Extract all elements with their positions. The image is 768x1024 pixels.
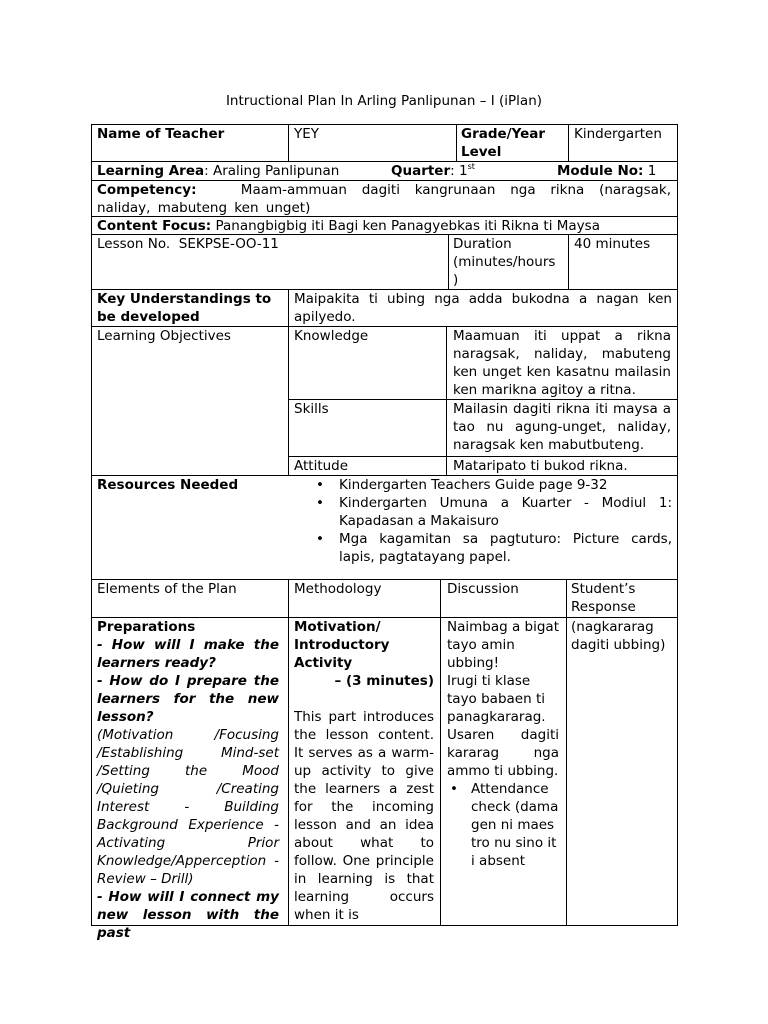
preparations-question-2: - How do I prepare the learners for the new lesson?: [97, 673, 279, 725]
competency: [97, 181, 671, 217]
discussion-prayer-note: Usaren dagiti kararag nga ammo ti ubbing.: [447, 727, 559, 779]
quarter: [391, 162, 541, 180]
response-header: Student’s Response: [571, 581, 636, 615]
resource-item: • Mga kagamitan sa pagtuturo: Picture cards, lapis, pagtatayang papel.: [339, 530, 672, 566]
key-understandings-label: Key Understandings to be developed: [97, 291, 272, 325]
attitude-label: Attitude: [294, 458, 349, 474]
skills-label: Skills: [294, 401, 329, 417]
grade-value: Kindergarten: [574, 126, 662, 142]
content-focus-value: Panangbigbig iti Bagi ken Panagyebkas iti Rikna ti Maysa: [215, 218, 600, 234]
methodology-heading: Motivation/ Introductory Activity: [294, 619, 390, 671]
key-understandings-value: Maipakita ti ubing nga adda bukodna a nagan ken apilyedo.: [294, 291, 672, 325]
preparations-question-3: - How will I connect my new lesson with the past: [97, 889, 279, 941]
module: [557, 162, 675, 180]
resource-item: • Kindergarten Teachers Guide page 9-32: [339, 476, 672, 494]
quarter-sup: st: [467, 162, 475, 171]
quarter-label: Quarter: [391, 163, 451, 179]
skills-value: Mailasin dagiti rikna iti maysa a tao nu agung-unget, naliday, naragsak ken mabutbuteng.: [453, 401, 671, 453]
discussion-greeting: Naimbag a bigat tayo amin ubbing!: [447, 619, 559, 671]
module-label: Module No:: [557, 163, 644, 179]
learning-area: [97, 162, 387, 180]
discussion-prayer: Irugi ti klase tayo babaen ti panagkararag.: [447, 673, 546, 725]
teacher-label: Name of Teacher: [97, 126, 225, 142]
discussion-attendance: • Attendance check (damagen ni maestro nu sino iti absent: [471, 780, 559, 870]
methodology-body: This part introduces the lesson content. It serves as a warm-up activity to give the learners a zest for the incoming lesson and an idea about what to follow. One principle in learning is that learning occurs when it is: [294, 709, 434, 923]
attitude-value: Mataripato ti bukod rikna.: [453, 458, 628, 474]
methodology-header: Methodology: [294, 581, 382, 597]
resources-label: Resources Needed: [97, 477, 239, 493]
duration-label: Duration (minutes/hours ): [453, 236, 556, 288]
learning-area-label: Learning Area: [97, 163, 205, 179]
discussion-cell: [447, 618, 559, 924]
methodology-cell: [294, 618, 434, 924]
preparations-heading: Preparations: [97, 619, 196, 635]
duration-value: 40 minutes: [574, 236, 651, 252]
preparations-cell: [97, 618, 279, 941]
competency-label: Competency:: [97, 182, 197, 198]
elements-header: Elements of the Plan: [97, 581, 237, 597]
knowledge-label: Knowledge: [294, 328, 369, 344]
document-title: Intructional Plan In Arling Panlipunan – I (iPlan): [225, 93, 543, 109]
learning-area-value: : Araling Panlipunan: [204, 163, 340, 179]
resource-item: • Kindergarten Umuna a Kuarter - Modiul 1: Kapadasan a Makaisuro: [339, 494, 672, 530]
discussion-header: Discussion: [447, 581, 519, 597]
module-value: 1: [643, 163, 657, 179]
student-response: (nagkararag dagiti ubbing): [571, 619, 666, 653]
competency-value: Maam-ammuan dagiti kangrunaan nga rikna (naragsak, naliday, mabuteng ken unget): [97, 182, 671, 216]
methodology-time: – (3 minutes): [334, 673, 434, 689]
content-focus-label: Content Focus:: [97, 218, 212, 234]
lesson-number: [97, 235, 437, 253]
learning-objectives-label: Learning Objectives: [97, 328, 231, 344]
preparations-question-1: - How will I make the learners ready?: [97, 637, 279, 671]
lesson-label: Lesson No.: [97, 236, 171, 252]
quarter-value: : 1: [450, 163, 468, 179]
knowledge-value: Maamuan iti uppat a rikna naragsak, naliday, mabuteng ken unget ken kasatnu mailasin ken marikna agitoy a ritna.: [453, 328, 671, 398]
teacher-value: YEY: [294, 126, 320, 142]
grade-label: Grade/Year Level: [461, 126, 546, 160]
resources-list: [291, 476, 672, 566]
content-focus: [97, 217, 673, 235]
lesson-code: SEKPSE-OO-11: [178, 236, 279, 252]
preparations-note: (Motivation /Focusing /Establishing Mind-set /Setting the Mood /Quieting /Creating Interest - Building Background Experience - Activating Prior Knowledge/Apperception - Review – Drill): [97, 727, 279, 887]
